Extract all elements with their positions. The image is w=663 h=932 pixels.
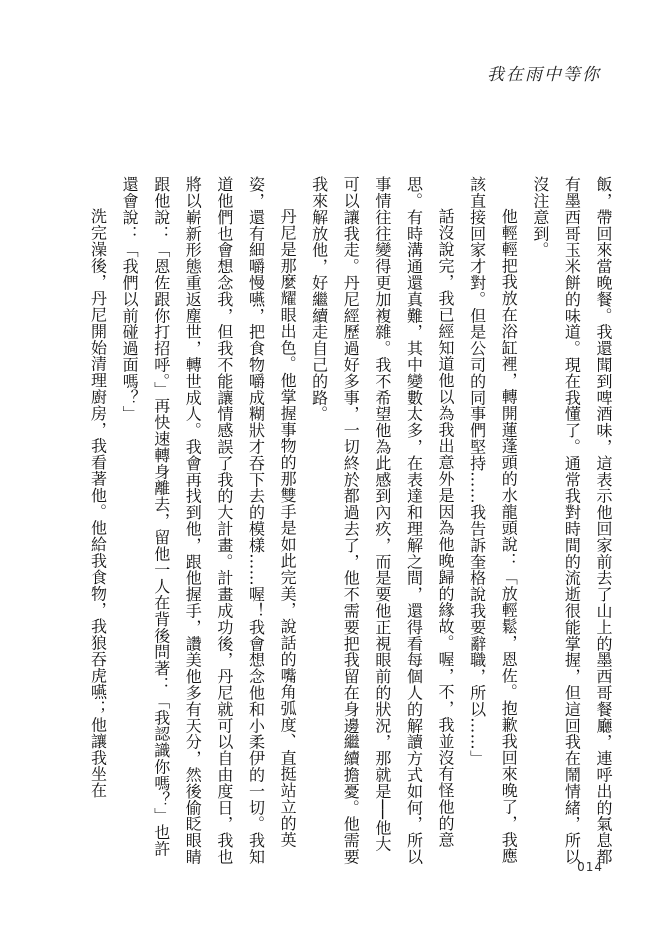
paragraph-4: 丹尼是那麼耀眼出色。他掌握事物的那雙手是如此完美，說話的嘴角弧度、直挺站立的英姿，還有細嚼慢嚥，把食物嚼成糊狀才吞下去的模樣……喔！我會想念他和小柔伊的一切。我知道他們也會想念我，但我不能讓情感誤了我的大計畫。計畫成功後，丹尼就可以自由度日，我也將以嶄新形態重返塵世，轉世成人。我會再找到他，跟他握手，讚美他多有天分，然後偷眨眼睛跟他說：「恩佐跟你打招呼。」再快速轉身離去，留他一人在背後問著：「我認識你嗎？」也許還會說：「我們以前碰過面嗎？」 <box>120 176 298 865</box>
paragraph-3: 話沒說完，我已經知道他以為我出意外是因為他晚歸的緣故。喔，不，我並沒有怪他的意思。有時溝通還真難，其中變數太多，在表達和理解之間，還得看每個人的解讀方式如何，所以事情往往變得更加複雜。我不希望他為此感到內疚，而是要他正視眼前的狀況，那就是──他大可以讓我走。丹尼經歷過好多事，一切終於都過去了，他不需要把我留在身邊繼續擔憂。他需要我來解放他，好繼續走自己的路。 <box>309 176 456 865</box>
body-text <box>39 176 619 866</box>
paragraph-2: 他輕輕把我放在浴缸裡，轉開蓮蓬頭的水龍頭說：「放輕鬆，恩佐。抱歉我回來晚了，我應該直接回家才對。但是公司的同事們堅持……我告訴奎格說我要辭職，所以……」 <box>467 176 519 864</box>
paragraph-5: 洗完澡後，丹尼開始清理廚房，我看著他。他給我食物，我狼吞虎嚥；他讓我坐在 <box>88 208 108 799</box>
running-title: 我在雨中等你 <box>487 65 601 85</box>
page-number: 014 <box>577 860 603 874</box>
paragraph-1: 飯，帶回來當晚餐。我還聞到啤酒味，這表示他回家前去了山上的墨西哥餐廳，連呼出的氣息都有墨西哥玉米餅的味道。現在我懂了。通常我對時間的流逝很能掌握，但這回我在鬧情緒，所以沒注意到。 <box>530 176 613 865</box>
